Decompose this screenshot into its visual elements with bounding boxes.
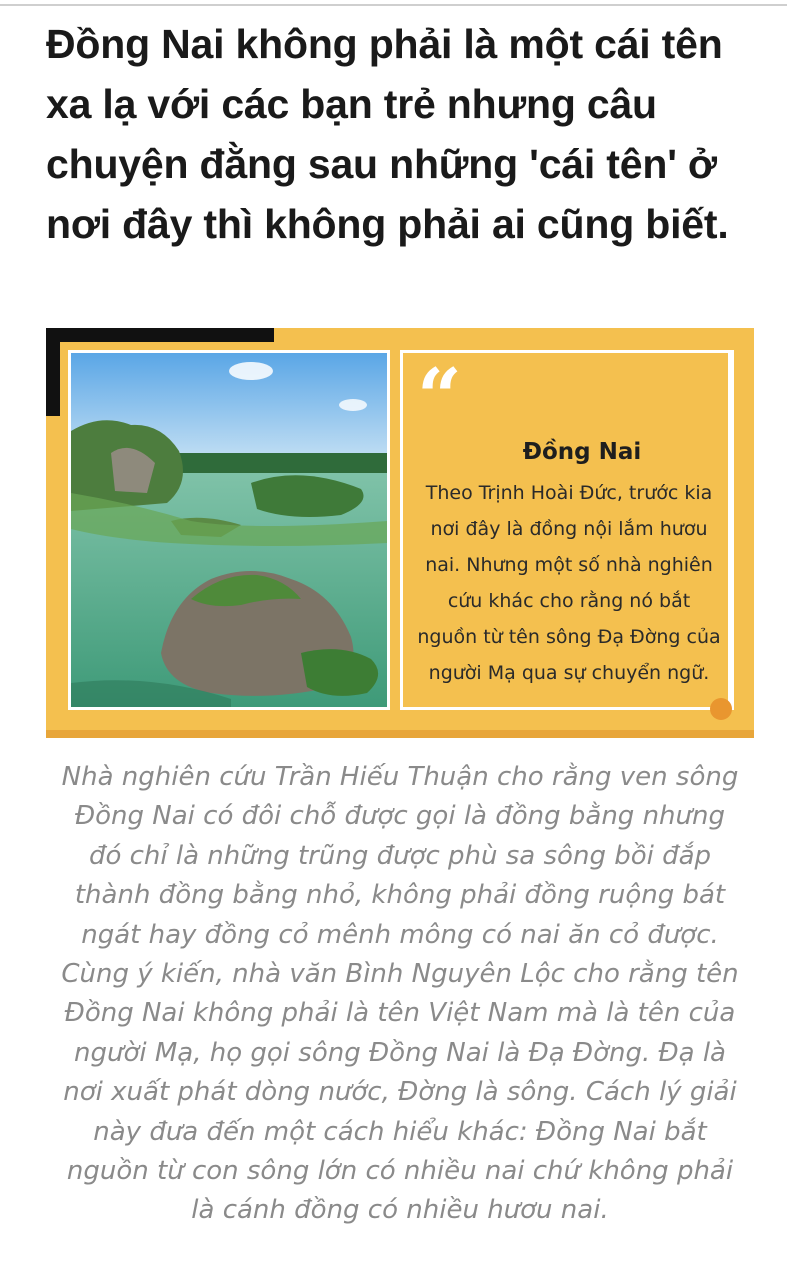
quote-title: Đồng Nai (522, 439, 642, 465)
river-landscape-photo (68, 350, 390, 710)
top-divider (0, 4, 787, 6)
card-bottom-stripe (46, 730, 754, 738)
article-caption: Nhà nghiên cứu Trần Hiếu Thuận cho rằng ven sông Đồng Nai có đôi chỗ được gọi là đồng bằng nhưng đó chỉ là những trũng được phù sa sông bồi đắp thành đồng bằng nhỏ, không phải đồng ruộng bát ngát hay đồng cỏ mênh mông có nai ăn cỏ được. Cùng ý kiến, nhà văn Bình Nguyên Lộc cho rằng tên Đồng Nai không phải là tên Việt Nam mà là tên của người Mạ, họ gọi sông Đồng Nai là Đạ Đờng. Đạ là nơi xuất phát dòng nước, Đờng là sông. Cách lý giải này đưa đến một cách hiểu khác: Đồng Nai bắt nguồn từ con sông lớn có nhiều nai chứ không phải là cánh đồng có nhiều hươu nai. (61, 762, 739, 1226)
card-corner-left (46, 328, 60, 416)
decorative-dot (710, 698, 732, 720)
quote-body: Theo Trịnh Hoài Đức, trước kia nơi đây là đồng nội lắm hươu nai. Nhưng một số nhà nghiên cứu khác cho rằng nó bắt nguồn từ tên sông Đạ Đờng của người Mạ qua sự chuyển ngữ. (417, 482, 721, 684)
card-corner-bar (46, 328, 274, 342)
quote-panel (400, 350, 734, 710)
quote-icon: “ (417, 352, 462, 443)
info-card (46, 328, 754, 738)
article-headline: Đồng Nai không phải là một cái tên xa lạ với các bạn trẻ nhưng câu chuyện đằng sau những 'cái tên' ở nơi đây thì không phải ai cũng biết. (46, 21, 729, 247)
